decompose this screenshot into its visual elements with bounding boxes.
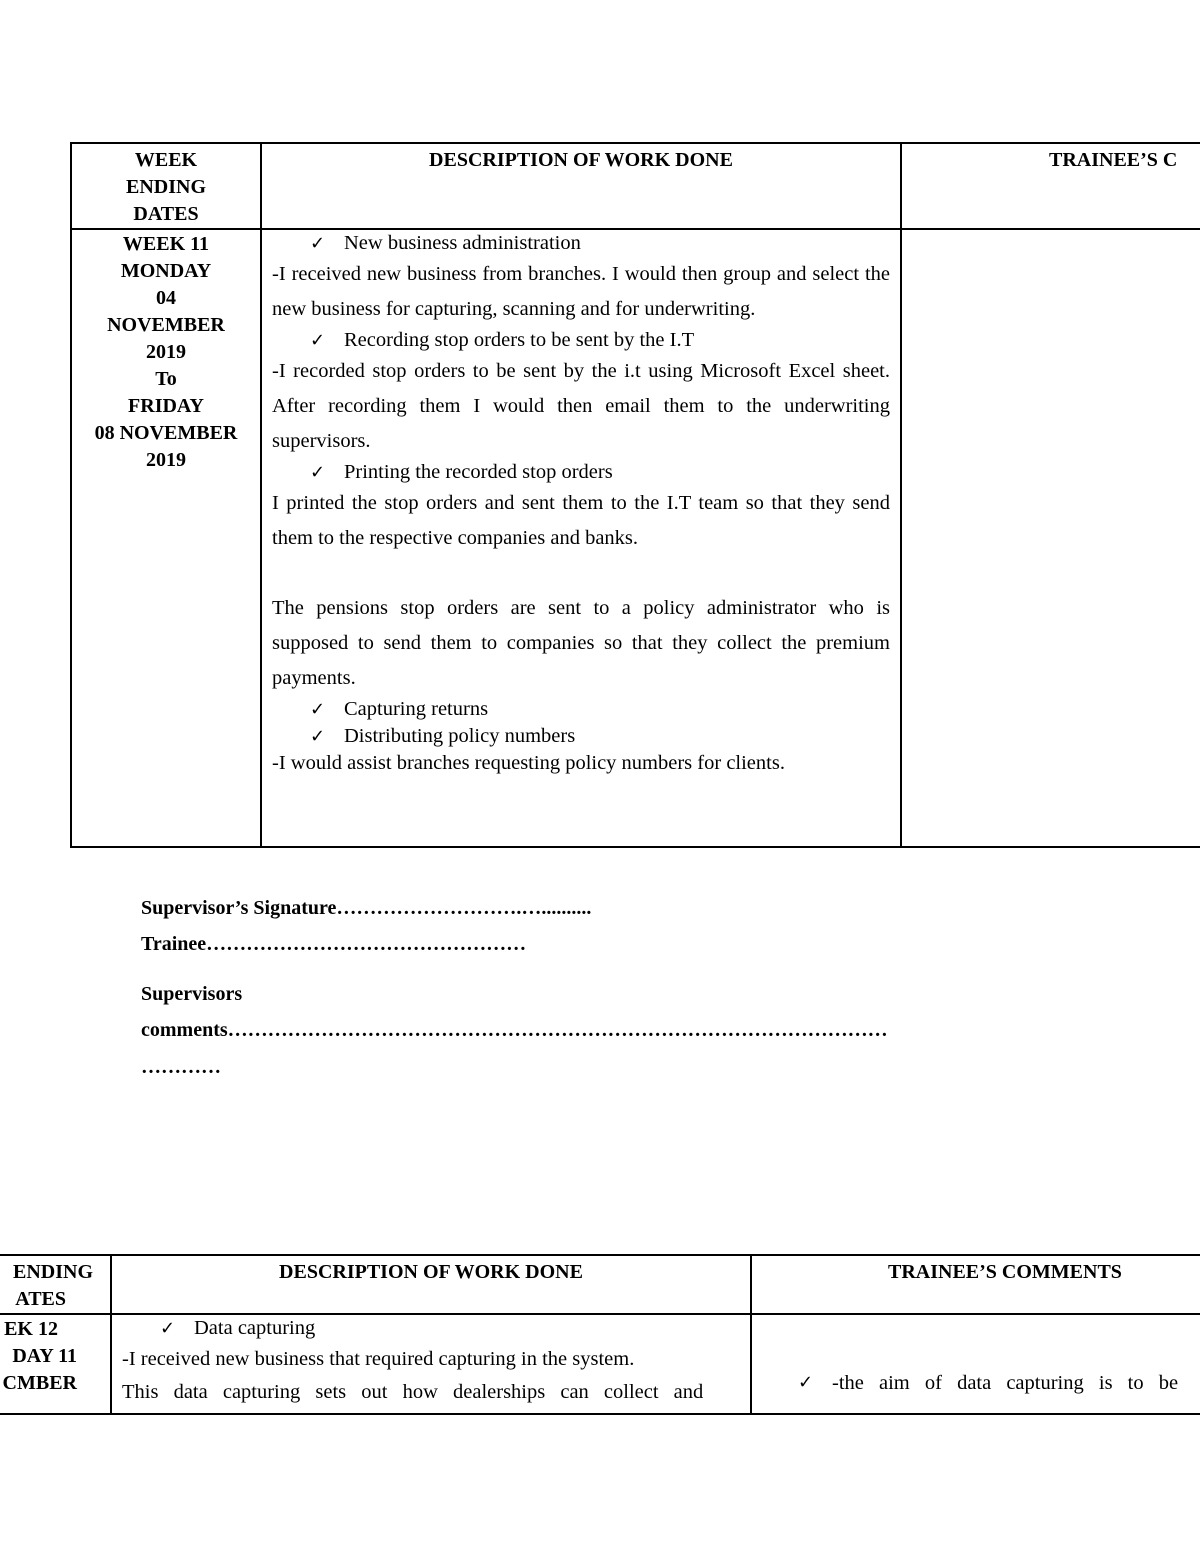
list-item: ✓ Data capturing xyxy=(122,1315,740,1342)
week-dates-cell: WEEK 11 MONDAY 04 NOVEMBER 2019 To FRIDAY 08 NOVEMBER 2019 xyxy=(71,229,261,847)
work-log-table-week-11 xyxy=(70,142,1200,848)
header-week-ending-dates: ENDING ATES xyxy=(0,1255,111,1314)
supervisors-comments-continuation: ………… xyxy=(141,1056,221,1078)
trainee-signature-line: Trainee………………………………………… xyxy=(141,933,527,955)
list-item: ✓ Recording stop orders to be sent by the I.T xyxy=(272,327,890,354)
list-item: ✓ Printing the recorded stop orders xyxy=(272,459,890,486)
description-cell: ✓ Data capturing -I received new business that required capturing in the system. This data capturing sets out how dealerships can collect and xyxy=(111,1314,751,1414)
list-item: ✓ Capturing returns xyxy=(272,696,890,723)
work-log-table-week-12 xyxy=(0,1254,1200,1415)
table-row xyxy=(71,229,1200,847)
check-icon: ✓ xyxy=(310,233,326,254)
header-trainee-comments: TRAINEE’S COMMENTS xyxy=(751,1255,1200,1314)
header-description: DESCRIPTION OF WORK DONE xyxy=(261,143,901,229)
week-dates-cell: EK 12 DAY 11 CMBER xyxy=(0,1314,111,1414)
table-header-row xyxy=(0,1255,1200,1314)
header-week-ending-dates: WEEK ENDING DATES xyxy=(71,143,261,229)
check-icon: ✓ xyxy=(310,699,326,720)
table-row xyxy=(0,1314,1200,1414)
trainee-comments-cell xyxy=(901,229,1200,847)
check-icon: ✓ xyxy=(798,1372,814,1393)
supervisors-comments-line: comments……………………………………………………………………………………… xyxy=(141,1019,888,1041)
supervisors-label: Supervisors xyxy=(141,983,243,1005)
description-cell: ✓ New business administration -I received new business from branches. I would then group and select the new business for capturing, scanning and for underwriting. ✓ Recording stop orders to be sent by the I.T -I recorded stop orders to be sent by the i.t using Microsoft Excel sheet. After recording them I would then email them to the underwriting supervisors. ✓ Printing the recorded stop orders I printed the stop orders and sent them to the I.T team so that they send them to the respective companies and banks. The pensions stop orders are sent to a policy administrator who is supposed to send them to companies so that they collect the premium payments. ✓ Capturing returns ✓ Distributing policy numbers -I would assist branches requesting policy numbers for clients. xyxy=(261,229,901,847)
list-item: ✓ -the aim of data capturing is to be xyxy=(798,1372,1179,1394)
header-description: DESCRIPTION OF WORK DONE xyxy=(111,1255,751,1314)
list-item: ✓ New business administration xyxy=(272,230,890,257)
table-header-row xyxy=(71,143,1200,229)
check-icon: ✓ xyxy=(310,330,326,351)
trainee-comments-cell xyxy=(751,1314,1200,1414)
check-icon: ✓ xyxy=(310,462,326,483)
header-trainee-comments: TRAINEE’S C xyxy=(901,143,1200,229)
list-item: ✓ Distributing policy numbers xyxy=(272,723,890,750)
check-icon: ✓ xyxy=(310,726,326,747)
check-icon: ✓ xyxy=(160,1318,176,1339)
supervisor-signature-line: Supervisor’s Signature……………………….….......... xyxy=(141,897,592,919)
